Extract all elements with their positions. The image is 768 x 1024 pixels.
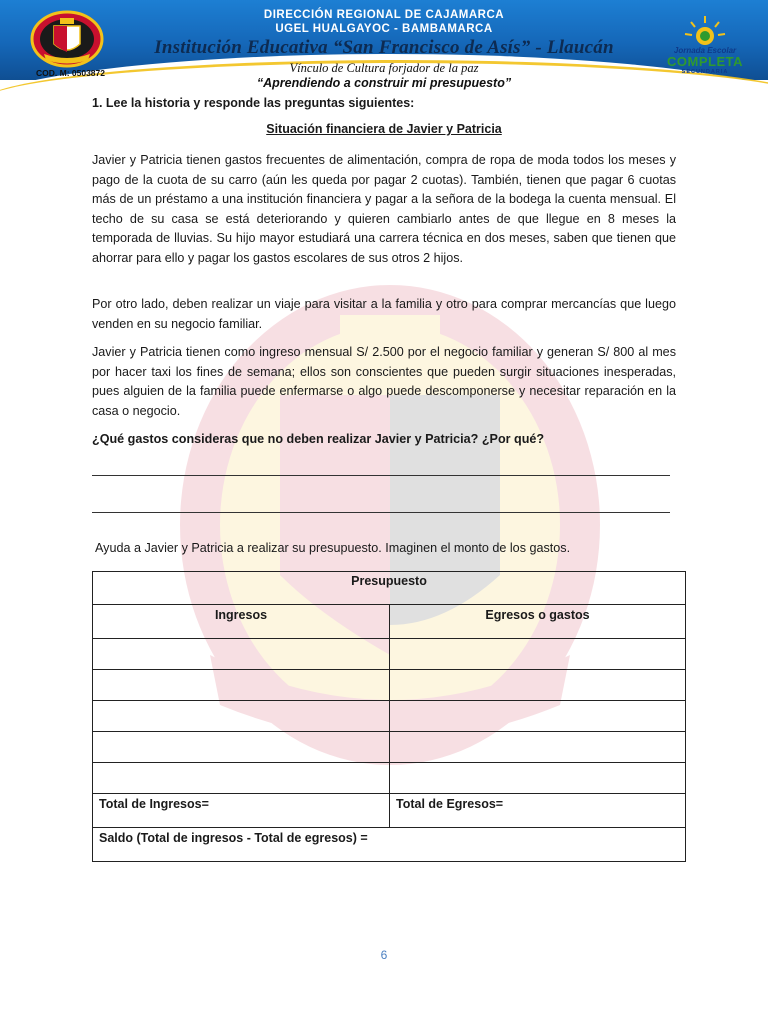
total-income-cell[interactable]: Total de Ingresos= (93, 794, 390, 828)
unit-title: “Aprendiendo a construir mi presupuesto” (256, 76, 512, 90)
budget-table (92, 571, 686, 862)
income-cell[interactable] (93, 639, 390, 670)
ugel-name: UGEL HUALGAYOC - BAMBAMARCA (275, 23, 493, 35)
modular-code: COD. M: 0503872 (36, 68, 105, 78)
balance-cell[interactable]: Saldo (Total de ingresos - Total de egresos) = (93, 828, 686, 862)
completa-text: COMPLETA (667, 54, 743, 69)
answer-line[interactable] (92, 512, 670, 513)
budget-title: Presupuesto (93, 572, 686, 605)
regional-direction: DIRECCIÓN REGIONAL DE CAJAMARCA (263, 9, 505, 21)
total-expenses-cell[interactable]: Total de Egresos= (390, 794, 686, 828)
institution-name: Institución Educativa “San Francisco de Asís” - Llaucán (154, 37, 614, 58)
secundaria-text: SECUNDARIA (681, 69, 729, 75)
expense-cell[interactable] (390, 732, 686, 763)
budget-instructions: Ayuda a Javier y Patricia a realizar su presupuesto. Imaginen el monto de los gastos. (95, 541, 571, 555)
sun-icon (655, 14, 755, 48)
totals-row (93, 794, 686, 828)
school-crest-logo (30, 10, 104, 68)
income-cell[interactable] (93, 763, 390, 794)
table-row (93, 639, 686, 670)
balance-row (93, 828, 686, 862)
story-paragraph-1: Javier y Patricia tienen gastos frecuentes de alimentación, compra de ropa de moda todos los meses y pago de la cuota de su carro (aún les queda por pagar 2 cuotas). También, tienen que pagar 6 cuotas más de un préstamo a una institución financiera y pagar a la señora de la bodega la cuenta mensual. El techo de su casa se está deteriorando y quieren cambiarlo antes de que llegue en 8 meses la temporada de lluvias. Su hijo mayor estudiará una carrera técnica en dos meses, saben que tienen que ahorrar para ello y pagar los gastos escolares de sus otros 2 hijos. (92, 153, 676, 265)
expenses-column-header: Egresos o gastos (390, 605, 686, 639)
expense-cell[interactable] (390, 670, 686, 701)
table-row (93, 701, 686, 732)
income-cell[interactable] (93, 732, 390, 763)
story-paragraph-3: Javier y Patricia tienen como ingreso mensual S/ 2.500 por el negocio familiar y generan S/ 800 al mes por hacer taxi los fines de semana; ellos son conscientes que pueden surgir situaciones inesperadas, pues alguien de la familia puede enfermarse o algo puede descomponerse y necesitar reparación en la casa o negocio. (92, 345, 676, 418)
income-column-header: Ingresos (93, 605, 390, 639)
table-row (93, 670, 686, 701)
expense-cell[interactable] (390, 701, 686, 732)
page-number: 6 (380, 948, 388, 962)
jornada-completa-logo (655, 14, 755, 75)
income-cell[interactable] (93, 670, 390, 701)
question-heading: 1. Lee la historia y responde las preguntas siguientes: (92, 96, 415, 110)
table-row (93, 732, 686, 763)
table-row (93, 763, 686, 794)
story-title: Situación financiera de Javier y Patricia (266, 122, 502, 136)
income-cell[interactable] (93, 701, 390, 732)
story-paragraph-2: Por otro lado, deben realizar un viaje para visitar a la familia y otro para comprar mercancías que luego venden en su negocio familiar. (92, 297, 676, 331)
expense-cell[interactable] (390, 763, 686, 794)
expense-cell[interactable] (390, 639, 686, 670)
jornada-text: Jornada Escolar (673, 46, 737, 55)
answer-line[interactable] (92, 475, 670, 476)
reflection-question: ¿Qué gastos consideras que no deben realizar Javier y Patricia? ¿Por qué? (92, 432, 545, 446)
institution-motto: Vínculo de Cultura forjador de la paz (289, 61, 479, 75)
